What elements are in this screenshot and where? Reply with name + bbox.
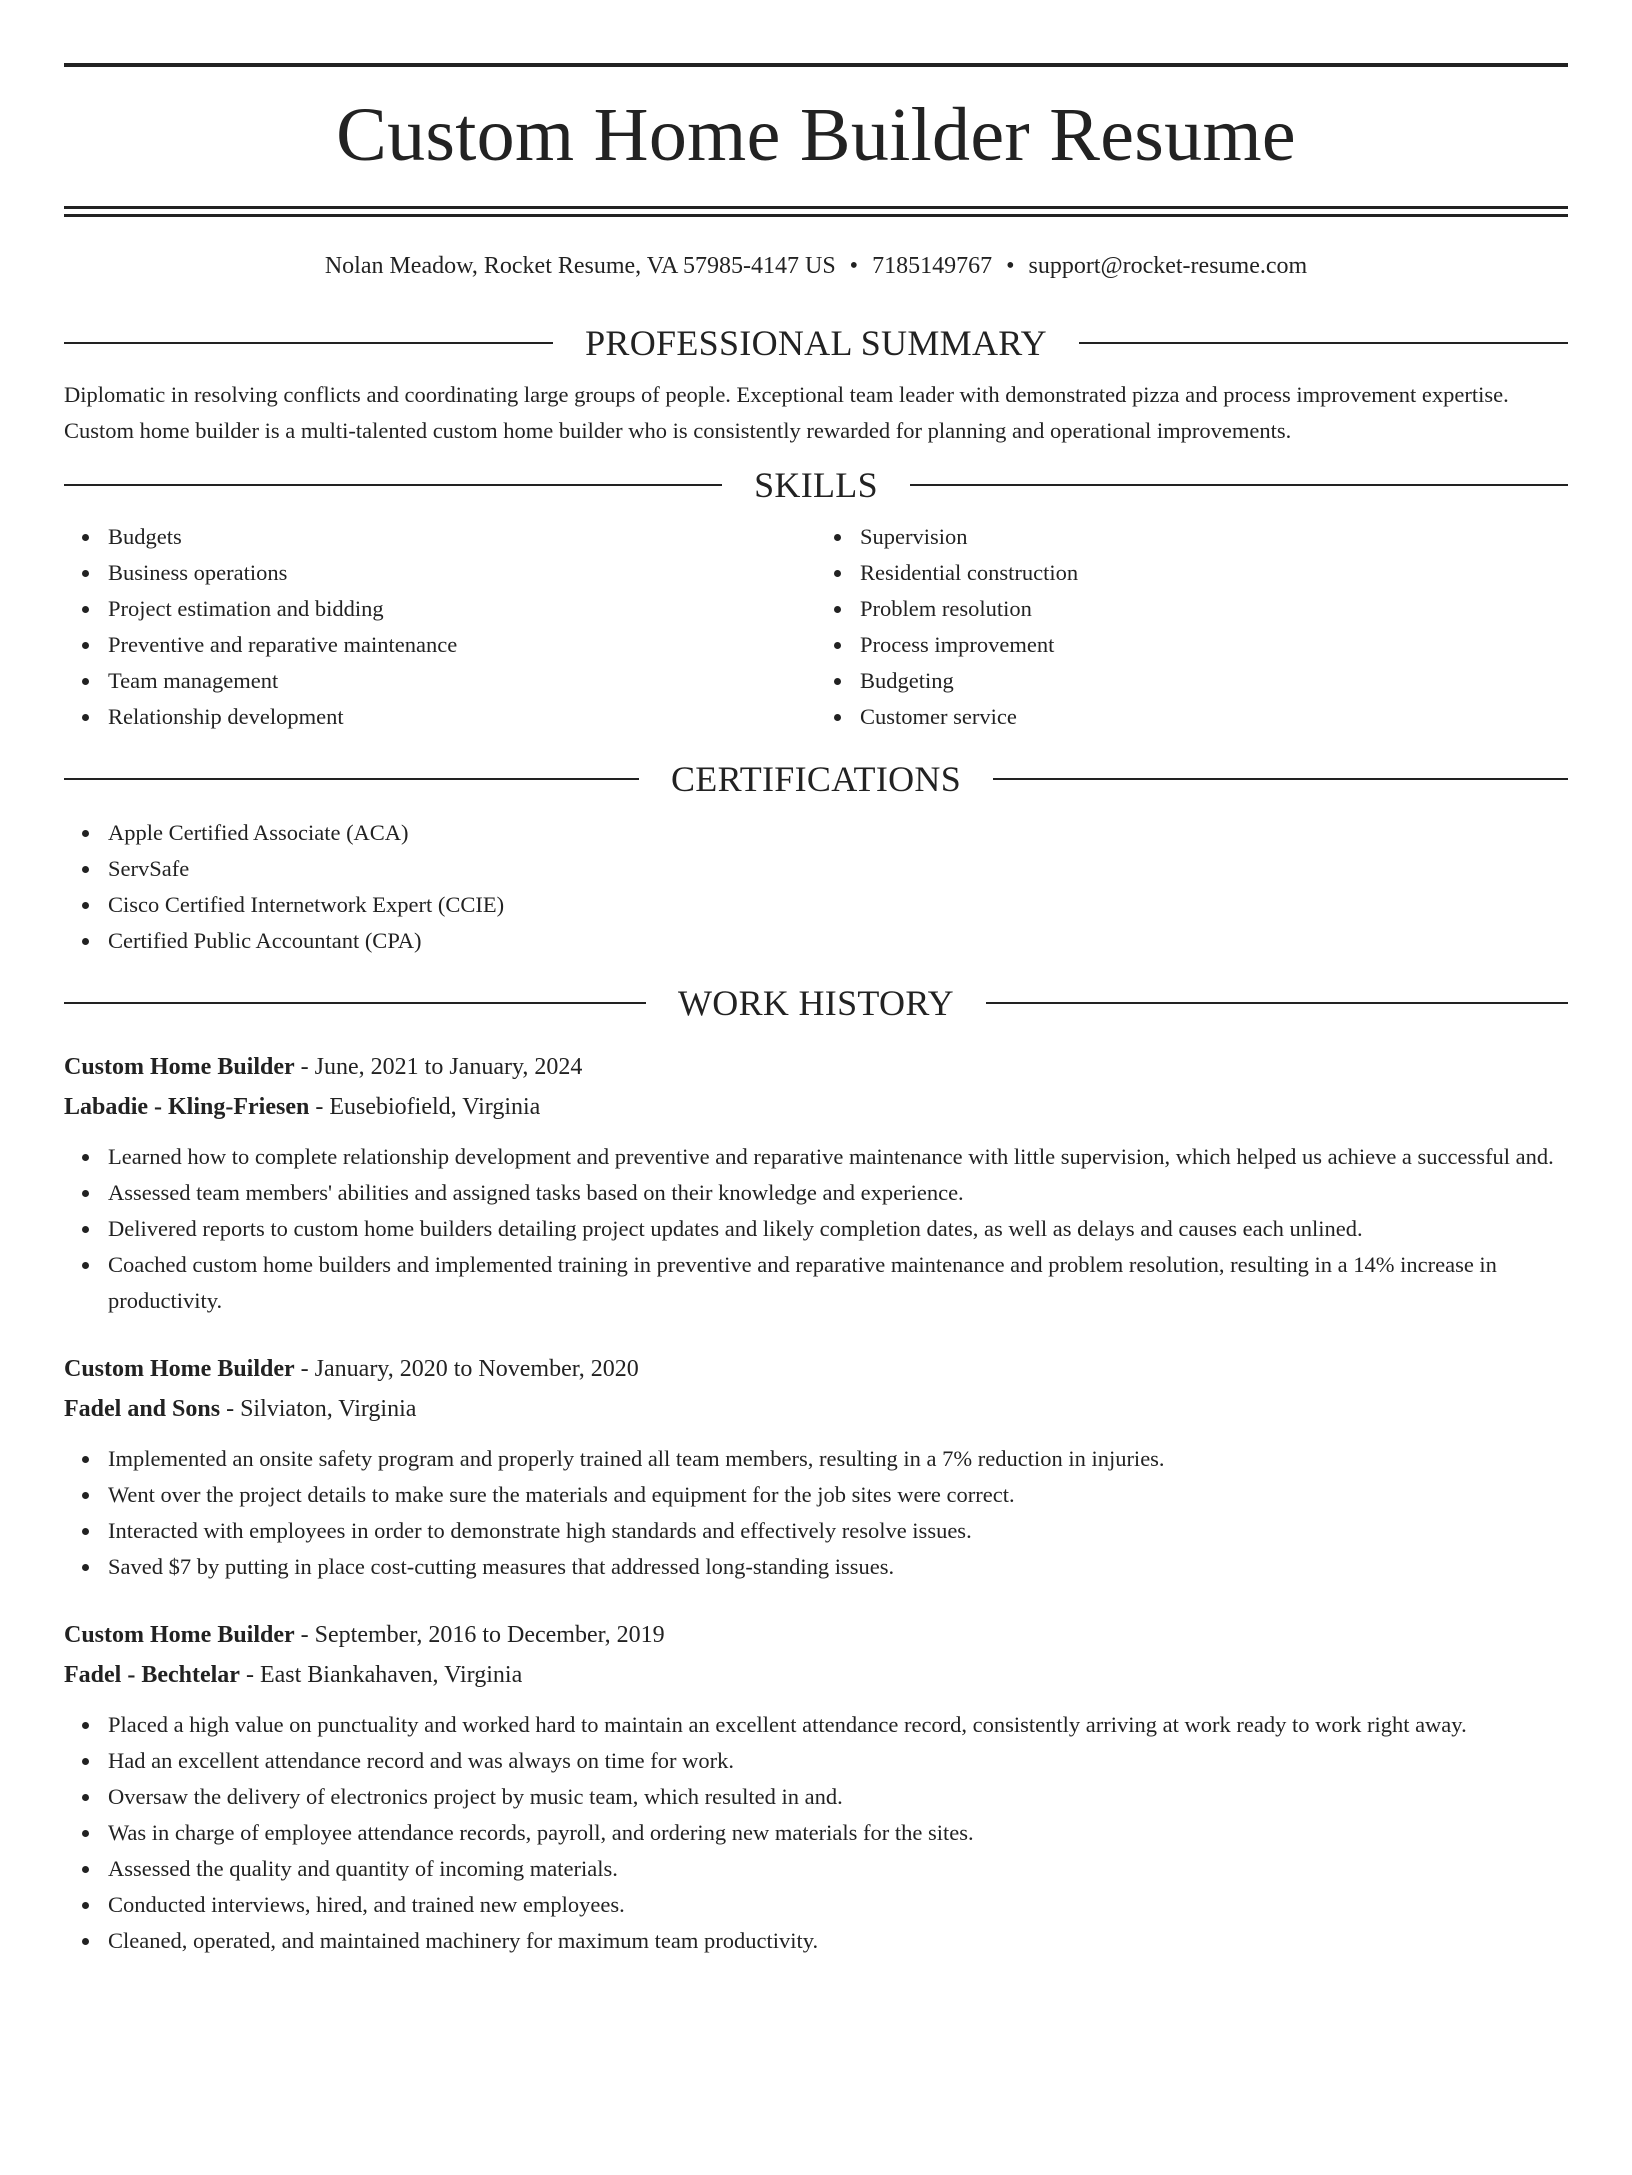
job-location: East Biankahaven, Virginia xyxy=(259,1662,523,1688)
job-dates: January, 2020 to November, 2020 xyxy=(314,1356,639,1382)
job-entry xyxy=(64,1047,1568,1319)
job-company-line: Fadel and Sons - Silviaton, Virginia xyxy=(64,1396,417,1422)
resume-title: Custom Home Builder Resume xyxy=(336,93,1296,177)
list-item: Coached custom home builders and implemented training in preventive and reparative maintenance and problem resolution, resulting in a 14% increase in productivity. xyxy=(108,1247,1568,1319)
list-item: Project estimation and bidding xyxy=(108,591,816,627)
list-item: Supervision xyxy=(860,519,1568,555)
list-item: Oversaw the delivery of electronics project by music team, which resulted in and. xyxy=(108,1779,1568,1815)
section-rule-left xyxy=(64,1002,646,1004)
list-item: Residential construction xyxy=(860,555,1568,591)
list-item: Cleaned, operated, and maintained machinery for maximum team productivity. xyxy=(108,1923,1568,1959)
job-company: Labadie - Kling-Friesen xyxy=(64,1094,310,1120)
job-company-line: Labadie - Kling-Friesen - Eusebiofield, Virginia xyxy=(64,1094,541,1120)
contact-line xyxy=(64,251,1568,281)
skills-column-left xyxy=(64,519,816,735)
contact-email: support@rocket-resume.com xyxy=(1028,253,1308,279)
contact-separator: • xyxy=(849,253,859,279)
certifications-section-header xyxy=(64,757,1568,801)
list-item: Placed a high value on punctuality and worked hard to maintain an excellent attendance record, consistently arriving at work ready to work right away. xyxy=(108,1707,1568,1743)
contact-separator: • xyxy=(1006,253,1015,279)
contact-address: Nolan Meadow, Rocket Resume, VA 57985-4147 US xyxy=(324,253,836,279)
certifications-heading: CERTIFICATIONS xyxy=(670,759,962,799)
job-entry xyxy=(64,1349,1568,1585)
job-title-line: Custom Home Builder - January, 2020 to November, 2020 xyxy=(64,1356,639,1382)
skills-heading: SKILLS xyxy=(754,465,878,505)
job-role: Custom Home Builder xyxy=(64,1622,295,1648)
job-location: Eusebiofield, Virginia xyxy=(329,1094,541,1120)
certifications-list xyxy=(64,815,1568,959)
list-item: Business operations xyxy=(108,555,816,591)
list-item: Assessed the quality and quantity of incoming materials. xyxy=(108,1851,1568,1887)
list-item: Conducted interviews, hired, and trained new employees. xyxy=(108,1887,1568,1923)
list-item: Cisco Certified Internetwork Expert (CCIE) xyxy=(108,887,1568,923)
job-role: Custom Home Builder xyxy=(64,1054,295,1080)
skills-list xyxy=(64,519,1568,735)
job-bullets xyxy=(64,1707,1568,1959)
list-item: Budgeting xyxy=(860,663,1568,699)
list-item: Budgets xyxy=(108,519,816,555)
job-dates: June, 2021 to January, 2024 xyxy=(314,1054,583,1080)
list-item: Implemented an onsite safety program and properly trained all team members, resulting in a 7% reduction in injuries. xyxy=(108,1441,1568,1477)
list-item: Saved $7 by putting in place cost-cutting measures that addressed long-standing issues. xyxy=(108,1549,1568,1585)
title-double-rule xyxy=(64,206,1568,217)
top-rule xyxy=(64,63,1568,67)
section-rule-left xyxy=(64,778,639,780)
list-item: Learned how to complete relationship development and preventive and reparative maintenance with little supervision, which helped us achieve a successful and. xyxy=(108,1139,1568,1175)
skills-column-right xyxy=(816,519,1568,735)
job-entry xyxy=(64,1615,1568,1959)
job-title-line: Custom Home Builder - June, 2021 to January, 2024 xyxy=(64,1054,583,1080)
job-title-line: Custom Home Builder - September, 2016 to December, 2019 xyxy=(64,1622,665,1648)
section-rule-right xyxy=(1079,342,1568,344)
list-item: Team management xyxy=(108,663,816,699)
section-rule-right xyxy=(993,778,1568,780)
job-location: Silviaton, Virginia xyxy=(240,1396,417,1422)
skills-section-header xyxy=(64,463,1568,507)
list-item: Certified Public Accountant (CPA) xyxy=(108,923,1568,959)
list-item: Problem resolution xyxy=(860,591,1568,627)
list-item: Interacted with employees in order to demonstrate high standards and effectively resolve issues. xyxy=(108,1513,1568,1549)
job-bullets xyxy=(64,1139,1568,1319)
resume-page xyxy=(0,63,1632,2175)
work-history-heading: WORK HISTORY xyxy=(678,983,954,1023)
section-rule-left xyxy=(64,342,553,344)
list-item: Relationship development xyxy=(108,699,816,735)
summary-section-header xyxy=(64,321,1568,365)
job-bullets xyxy=(64,1441,1568,1585)
summary-heading: PROFESSIONAL SUMMARY xyxy=(585,323,1047,363)
list-item: Delivered reports to custom home builders detailing project updates and likely completion dates, as well as delays and causes each unlined. xyxy=(108,1211,1568,1247)
list-item: Customer service xyxy=(860,699,1568,735)
list-item: Was in charge of employee attendance records, payroll, and ordering new materials for the sites. xyxy=(108,1815,1568,1851)
list-item: Apple Certified Associate (ACA) xyxy=(108,815,1568,851)
work-history-section-header xyxy=(64,981,1568,1025)
list-item: Preventive and reparative maintenance xyxy=(108,627,816,663)
section-rule-right xyxy=(910,484,1568,486)
list-item: Process improvement xyxy=(860,627,1568,663)
job-company: Fadel and Sons xyxy=(64,1396,221,1422)
job-company-line: Fadel - Bechtelar - East Biankahaven, Virginia xyxy=(64,1662,523,1688)
list-item: Assessed team members' abilities and assigned tasks based on their knowledge and experience. xyxy=(108,1175,1568,1211)
job-dates: September, 2016 to December, 2019 xyxy=(314,1622,665,1648)
job-role: Custom Home Builder xyxy=(64,1356,295,1382)
list-item: Had an excellent attendance record and was always on time for work. xyxy=(108,1743,1568,1779)
list-item: ServSafe xyxy=(108,851,1568,887)
summary-text: Diplomatic in resolving conflicts and coordinating large groups of people. Exceptional team leader with demonstrated pizza and process improvement expertise. Custom home builder is a multi-talented custom home builder who is consistently rewarded for planning and operational improvements. xyxy=(64,382,1509,443)
list-item: Went over the project details to make sure the materials and equipment for the job sites were correct. xyxy=(108,1477,1568,1513)
section-rule-right xyxy=(986,1002,1568,1004)
job-company: Fadel - Bechtelar xyxy=(64,1662,240,1688)
contact-phone: 7185149767 xyxy=(872,253,993,279)
section-rule-left xyxy=(64,484,722,486)
